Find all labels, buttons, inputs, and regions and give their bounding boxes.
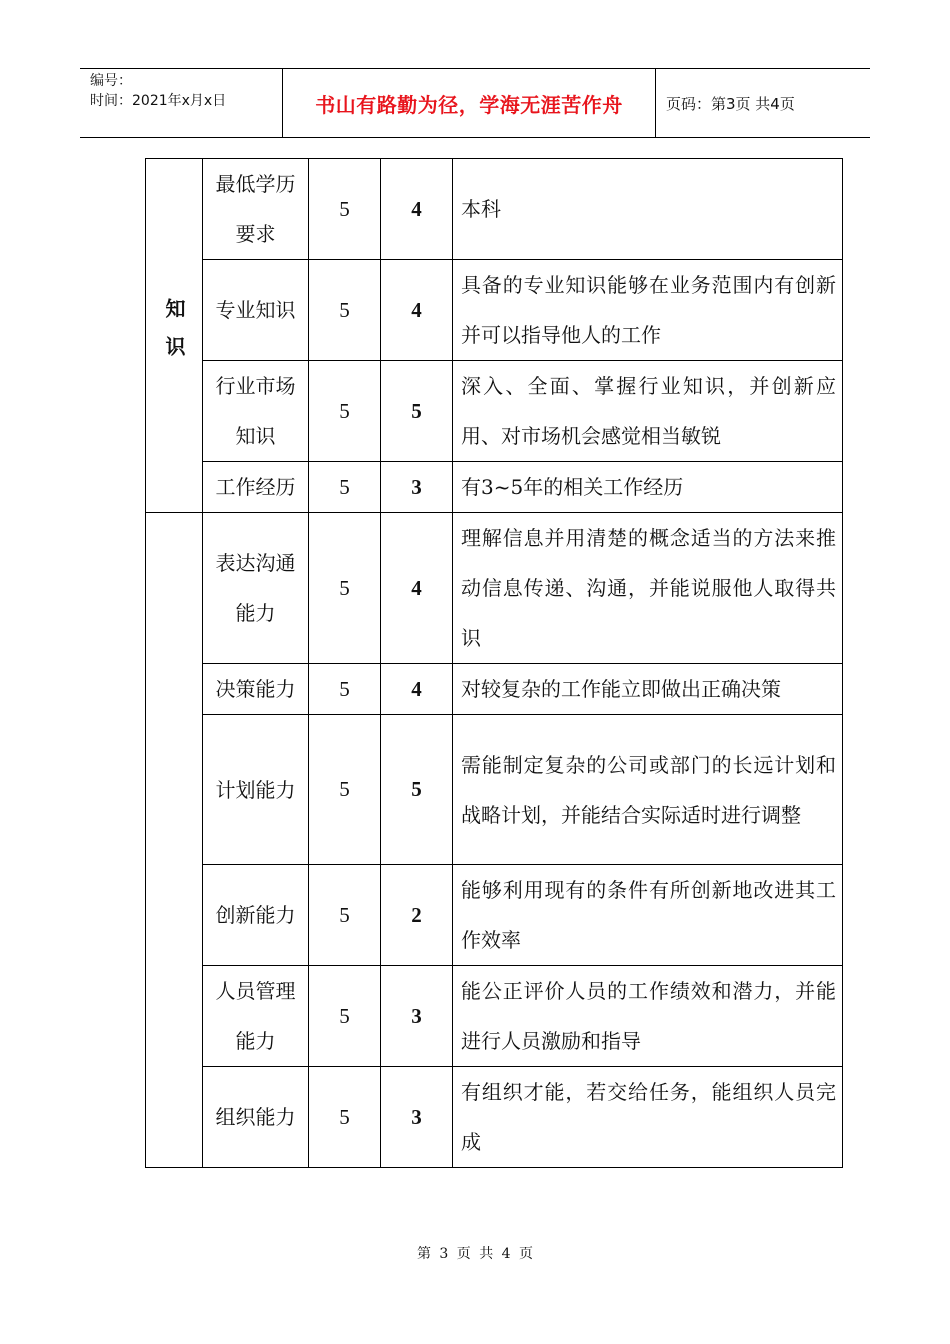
full-score: 5 xyxy=(309,966,381,1067)
rated-score: 2 xyxy=(381,865,453,966)
page-header xyxy=(80,68,870,138)
rated-score: 3 xyxy=(381,462,453,513)
item-description: 能够利用现有的条件有所创新地改进其工作效率 xyxy=(453,865,843,966)
full-score: 5 xyxy=(309,159,381,260)
table-row xyxy=(146,361,843,462)
item-name: 计划能力 xyxy=(203,715,309,865)
full-score: 5 xyxy=(309,361,381,462)
full-score: 5 xyxy=(309,260,381,361)
item-description: 能公正评价人员的工作绩效和潜力，并能进行人员激励和指导 xyxy=(453,966,843,1067)
table-row xyxy=(146,513,843,664)
item-name: 人员管理能力 xyxy=(203,966,309,1067)
item-name: 组织能力 xyxy=(203,1067,309,1168)
item-name: 专业知识 xyxy=(203,260,309,361)
full-score: 5 xyxy=(309,865,381,966)
rated-score: 4 xyxy=(381,664,453,715)
category-cell xyxy=(146,159,203,513)
table-row xyxy=(146,865,843,966)
full-score: 5 xyxy=(309,1067,381,1168)
rated-score: 5 xyxy=(381,361,453,462)
rated-score: 3 xyxy=(381,966,453,1067)
header-meta xyxy=(80,69,282,137)
header-motto: 书山有路勤为径，学海无涯苦作舟 xyxy=(282,69,656,137)
page-footer: 第 3 页 共 4 页 xyxy=(416,1246,534,1262)
category-label: 知识 xyxy=(162,297,186,374)
item-description: 本科 xyxy=(453,159,843,260)
item-name: 最低学历要求 xyxy=(203,159,309,260)
document-date-label: 时间：2021年x月x日 xyxy=(90,93,227,109)
table-row xyxy=(146,966,843,1067)
full-score: 5 xyxy=(309,664,381,715)
table-row xyxy=(146,715,843,865)
category-cell xyxy=(146,513,203,1168)
item-description: 具备的专业知识能够在业务范围内有创新并可以指导他人的工作 xyxy=(453,260,843,361)
item-name: 行业市场知识 xyxy=(203,361,309,462)
table-row xyxy=(146,159,843,260)
item-description: 有3~5年的相关工作经历 xyxy=(453,462,843,513)
item-name: 决策能力 xyxy=(203,664,309,715)
rated-score: 4 xyxy=(381,513,453,664)
rated-score: 4 xyxy=(381,159,453,260)
rated-score: 5 xyxy=(381,715,453,865)
item-name: 表达沟通能力 xyxy=(203,513,309,664)
full-score: 5 xyxy=(309,715,381,865)
item-description: 需能制定复杂的公司或部门的长远计划和战略计划，并能结合实际适时进行调整 xyxy=(453,715,843,865)
full-score: 5 xyxy=(309,462,381,513)
table-row xyxy=(146,664,843,715)
rated-score: 4 xyxy=(381,260,453,361)
header-page-info: 页码：第3页 共4页 xyxy=(666,94,795,113)
item-name: 工作经历 xyxy=(203,462,309,513)
full-score: 5 xyxy=(309,513,381,664)
table-row xyxy=(146,1067,843,1168)
table-row xyxy=(146,260,843,361)
requirements-table xyxy=(145,158,843,1168)
item-name: 创新能力 xyxy=(203,865,309,966)
table-row xyxy=(146,462,843,513)
item-description: 深入、全面、掌握行业知识，并创新应用、对市场机会感觉相当敏锐 xyxy=(453,361,843,462)
item-description: 对较复杂的工作能立即做出正确决策 xyxy=(453,664,843,715)
item-description: 有组织才能，若交给任务，能组织人员完成 xyxy=(453,1067,843,1168)
document-number-label: 编号： xyxy=(90,73,132,89)
item-description: 理解信息并用清楚的概念适当的方法来推动信息传递、沟通，并能说服他人取得共识 xyxy=(453,513,843,664)
rated-score: 3 xyxy=(381,1067,453,1168)
